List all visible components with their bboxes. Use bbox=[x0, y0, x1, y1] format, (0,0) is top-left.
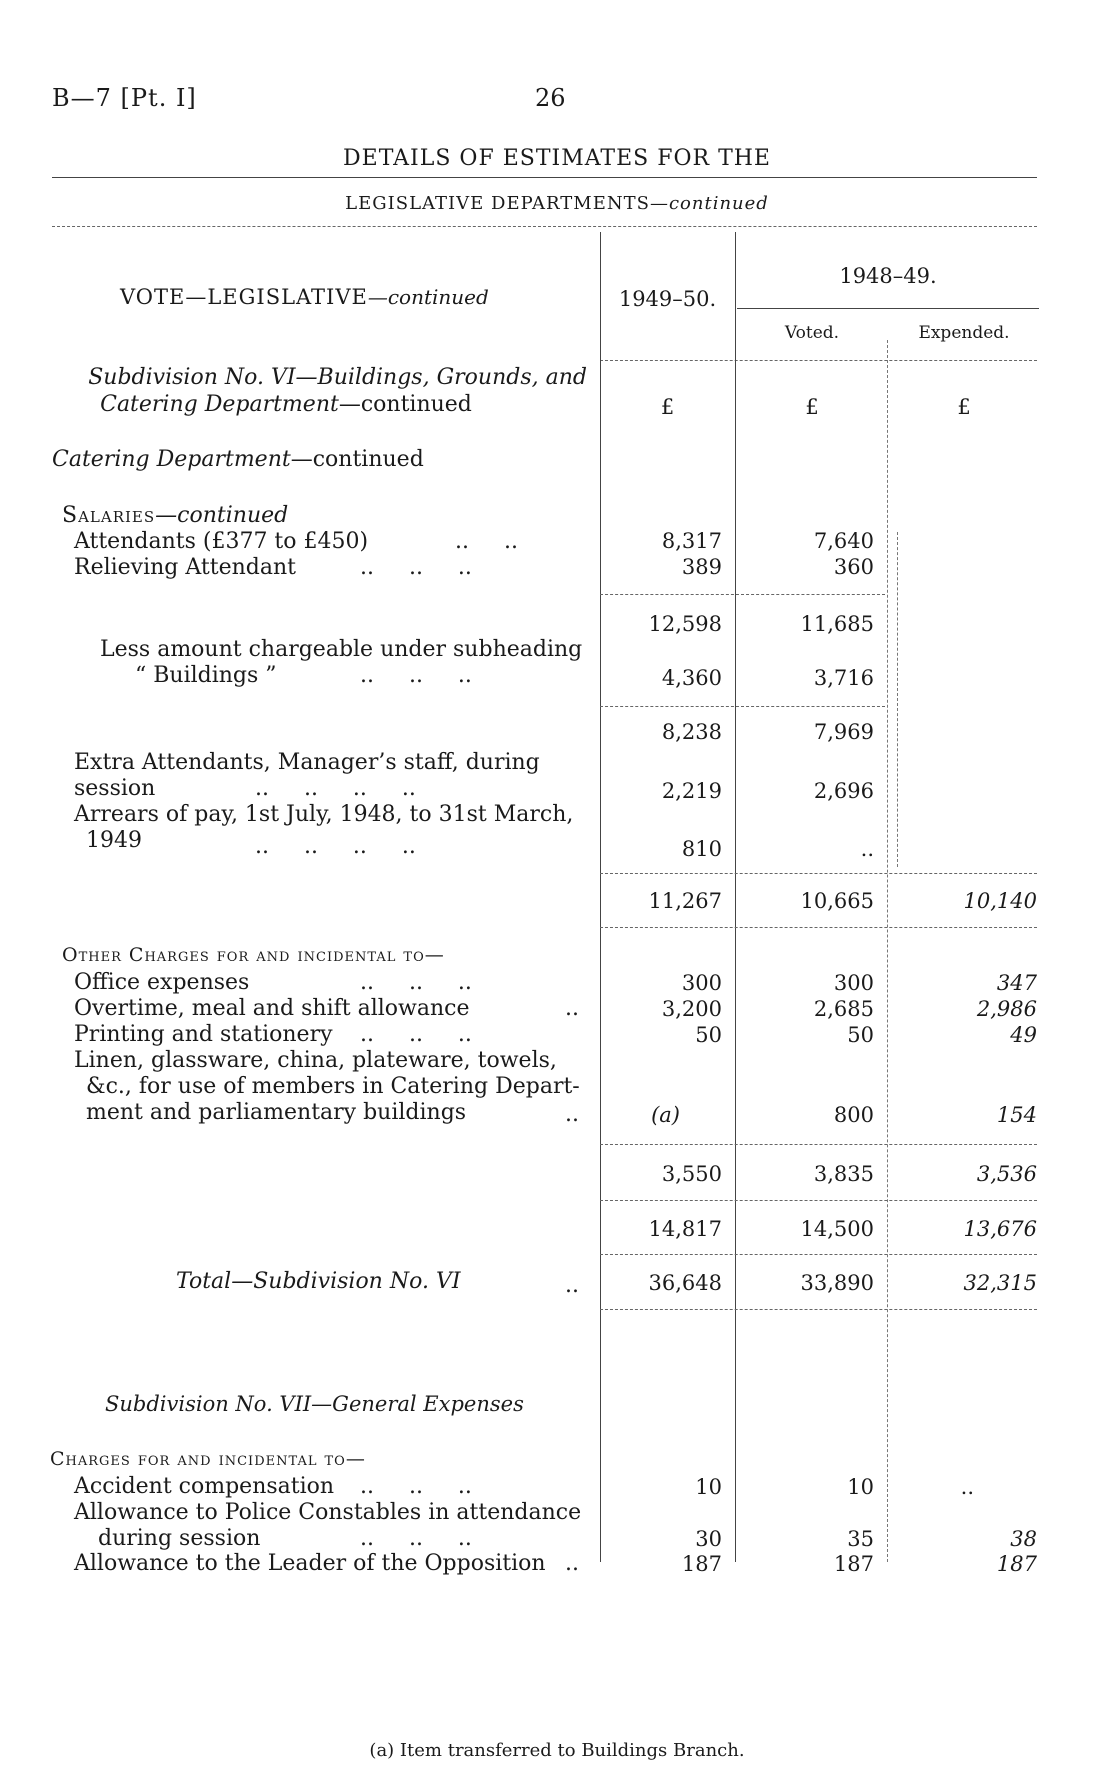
column-expended: Expended. bbox=[918, 323, 1010, 343]
value-subtotal1-voted: 11,685 bbox=[800, 612, 874, 636]
value-relieving-voted: 360 bbox=[833, 555, 874, 579]
value-linen-1949: (a) bbox=[651, 1103, 680, 1127]
value-total-expended: 32,315 bbox=[963, 1271, 1037, 1295]
leader-dots: .. .. .. bbox=[360, 1474, 472, 1499]
value-subtotal2-voted: 7,969 bbox=[813, 720, 874, 744]
page-subtitle: LEGISLATIVE DEPARTMENTS—continued bbox=[345, 193, 769, 214]
value-overtime-voted: 2,685 bbox=[813, 997, 874, 1021]
value-printing-expended: 49 bbox=[1010, 1023, 1037, 1047]
charges-heading: Charges for and incidental to— bbox=[50, 1448, 366, 1470]
value-subtotal5-voted: 14,500 bbox=[800, 1217, 874, 1241]
value-subtotal2-1949: 8,238 bbox=[661, 720, 722, 744]
row-label-overtime: Overtime, meal and shift allowance bbox=[74, 996, 470, 1021]
subtotal-rule bbox=[600, 873, 1037, 874]
row-label-accident: Accident compensation bbox=[74, 1474, 335, 1499]
value-accident-expended: .. bbox=[960, 1475, 974, 1499]
document-reference: B—7 [Pt. I] bbox=[52, 84, 197, 112]
row-label-printing: Printing and stationery bbox=[74, 1022, 333, 1047]
row-label-arrears: Arrears of pay, 1st July, 1948, to 31st March, bbox=[74, 802, 574, 827]
leader-dots: .. .. .. .. bbox=[255, 834, 416, 859]
row-label-police-line2: during session bbox=[98, 1526, 261, 1551]
salaries-heading: Salaries—continued bbox=[62, 503, 289, 528]
subdivision-vi-title-line2: Catering Department—continued bbox=[100, 392, 472, 417]
subtitle-rule bbox=[52, 226, 1037, 227]
value-police-expended: 38 bbox=[1010, 1527, 1037, 1551]
value-printing-1949: 50 bbox=[695, 1023, 722, 1047]
value-extra-voted: 2,696 bbox=[813, 779, 874, 803]
value-leader-1949: 187 bbox=[681, 1552, 722, 1576]
value-less-voted: 3,716 bbox=[813, 666, 874, 690]
total-rule bbox=[600, 1309, 1037, 1310]
value-linen-expended: 154 bbox=[996, 1103, 1037, 1127]
value-overtime-expended: 2,986 bbox=[976, 997, 1037, 1021]
value-arrears-1949: 810 bbox=[681, 837, 722, 861]
value-office-expended: 347 bbox=[996, 971, 1037, 995]
brace-line bbox=[897, 532, 898, 867]
value-police-1949: 30 bbox=[695, 1527, 722, 1551]
subtotal-rule bbox=[600, 1200, 1037, 1201]
column-rule-right bbox=[887, 340, 888, 1562]
value-accident-1949: 10 bbox=[695, 1475, 722, 1499]
value-leader-voted: 187 bbox=[833, 1552, 874, 1576]
value-less-1949: 4,360 bbox=[661, 666, 722, 690]
value-office-voted: 300 bbox=[833, 971, 874, 995]
value-overtime-1949: 3,200 bbox=[661, 997, 722, 1021]
value-subtotal3-expended: 10,140 bbox=[963, 889, 1037, 913]
value-arrears-voted: .. bbox=[860, 837, 874, 861]
value-subtotal1-1949: 12,598 bbox=[648, 612, 722, 636]
value-relieving-1949: 389 bbox=[681, 555, 722, 579]
footnote: (a) Item transferred to Buildings Branch. bbox=[369, 1740, 745, 1761]
value-total-voted: 33,890 bbox=[800, 1271, 874, 1295]
leader-dots: .. bbox=[565, 996, 579, 1021]
subtotal-rule bbox=[600, 706, 885, 707]
value-attendants-voted: 7,640 bbox=[813, 529, 874, 553]
value-subtotal4-1949: 3,550 bbox=[661, 1162, 722, 1186]
value-attendants-1949: 8,317 bbox=[661, 529, 722, 553]
subdivision-vi-title: Subdivision No. VI—Buildings, Grounds, and bbox=[88, 365, 587, 390]
currency-voted: £ bbox=[805, 395, 819, 419]
vote-heading: VOTE—LEGISLATIVE—continued bbox=[120, 285, 489, 309]
subtotal-rule bbox=[600, 594, 885, 595]
value-extra-1949: 2,219 bbox=[661, 779, 722, 803]
row-label-less-amount-line2: “ Buildings ” bbox=[135, 663, 277, 688]
row-label-extra-attendants-line2: session bbox=[74, 776, 156, 801]
row-label-linen: Linen, glassware, china, plateware, towels, bbox=[74, 1048, 557, 1073]
leader-dots: .. bbox=[565, 1273, 579, 1298]
leader-dots: .. .. .. bbox=[360, 970, 472, 995]
title-rule bbox=[52, 177, 1037, 178]
total-label: Total—Subdivision No. VI bbox=[176, 1269, 461, 1294]
value-linen-voted: 800 bbox=[833, 1103, 874, 1127]
column-group-rule bbox=[737, 308, 1039, 309]
value-subtotal5-expended: 13,676 bbox=[963, 1217, 1037, 1241]
value-printing-voted: 50 bbox=[847, 1023, 874, 1047]
currency-1949: £ bbox=[660, 395, 675, 419]
column-1949-50: 1949–50. bbox=[618, 287, 717, 311]
value-subtotal3-voted: 10,665 bbox=[800, 889, 874, 913]
leader-dots: .. .. bbox=[455, 529, 518, 554]
value-office-1949: 300 bbox=[681, 971, 722, 995]
column-1948-49: 1948–49. bbox=[839, 264, 937, 288]
currency-expended: £ bbox=[957, 395, 971, 419]
leader-dots: .. .. .. bbox=[360, 555, 472, 580]
value-accident-voted: 10 bbox=[847, 1475, 874, 1499]
column-rule-middle bbox=[735, 232, 736, 1562]
subtotal-rule bbox=[600, 1144, 1037, 1145]
row-label-arrears-line2: 1949 bbox=[86, 828, 142, 853]
subtotal-rule bbox=[600, 927, 1037, 928]
row-label-extra-attendants: Extra Attendants, Manager’s staff, during bbox=[74, 750, 540, 775]
head-rule bbox=[600, 360, 1037, 361]
row-label-attendants: Attendants (£377 to £450) bbox=[74, 529, 369, 554]
value-subtotal4-expended: 3,536 bbox=[976, 1162, 1037, 1186]
subdivision-vii-title: Subdivision No. VII—General Expenses bbox=[105, 1392, 524, 1416]
row-label-police: Allowance to Police Constables in attendance bbox=[74, 1500, 582, 1525]
row-label-less-amount: Less amount chargeable under subheading bbox=[100, 637, 583, 662]
row-label-linen-line3: ment and parliamentary buildings bbox=[86, 1100, 467, 1125]
value-subtotal3-1949: 11,267 bbox=[648, 889, 722, 913]
page-title: DETAILS OF ESTIMATES FOR THE bbox=[343, 146, 771, 171]
value-police-voted: 35 bbox=[847, 1527, 874, 1551]
other-charges-heading: Other Charges for and incidental to— bbox=[62, 944, 445, 966]
leader-dots: .. .. .. bbox=[360, 1526, 472, 1551]
value-subtotal5-1949: 14,817 bbox=[648, 1217, 722, 1241]
value-leader-expended: 187 bbox=[996, 1552, 1037, 1576]
page-number: 26 bbox=[535, 84, 566, 112]
row-label-linen-line2: &c., for use of members in Catering Depart- bbox=[86, 1074, 580, 1099]
leader-dots: .. .. .. bbox=[360, 1022, 472, 1047]
leader-dots: .. bbox=[565, 1551, 579, 1576]
catering-heading: Catering Department—continued bbox=[52, 447, 424, 472]
value-total-1949: 36,648 bbox=[648, 1271, 722, 1295]
row-label-relieving: Relieving Attendant bbox=[74, 555, 296, 580]
row-label-leader: Allowance to the Leader of the Opposition bbox=[74, 1551, 546, 1576]
leader-dots: .. .. .. bbox=[360, 663, 472, 688]
subtotal-rule bbox=[600, 1254, 1037, 1255]
row-label-office: Office expenses bbox=[74, 970, 250, 995]
value-subtotal4-voted: 3,835 bbox=[813, 1162, 874, 1186]
column-voted: Voted. bbox=[784, 323, 840, 343]
leader-dots: .. bbox=[565, 1102, 579, 1127]
leader-dots: .. .. .. .. bbox=[255, 776, 416, 801]
